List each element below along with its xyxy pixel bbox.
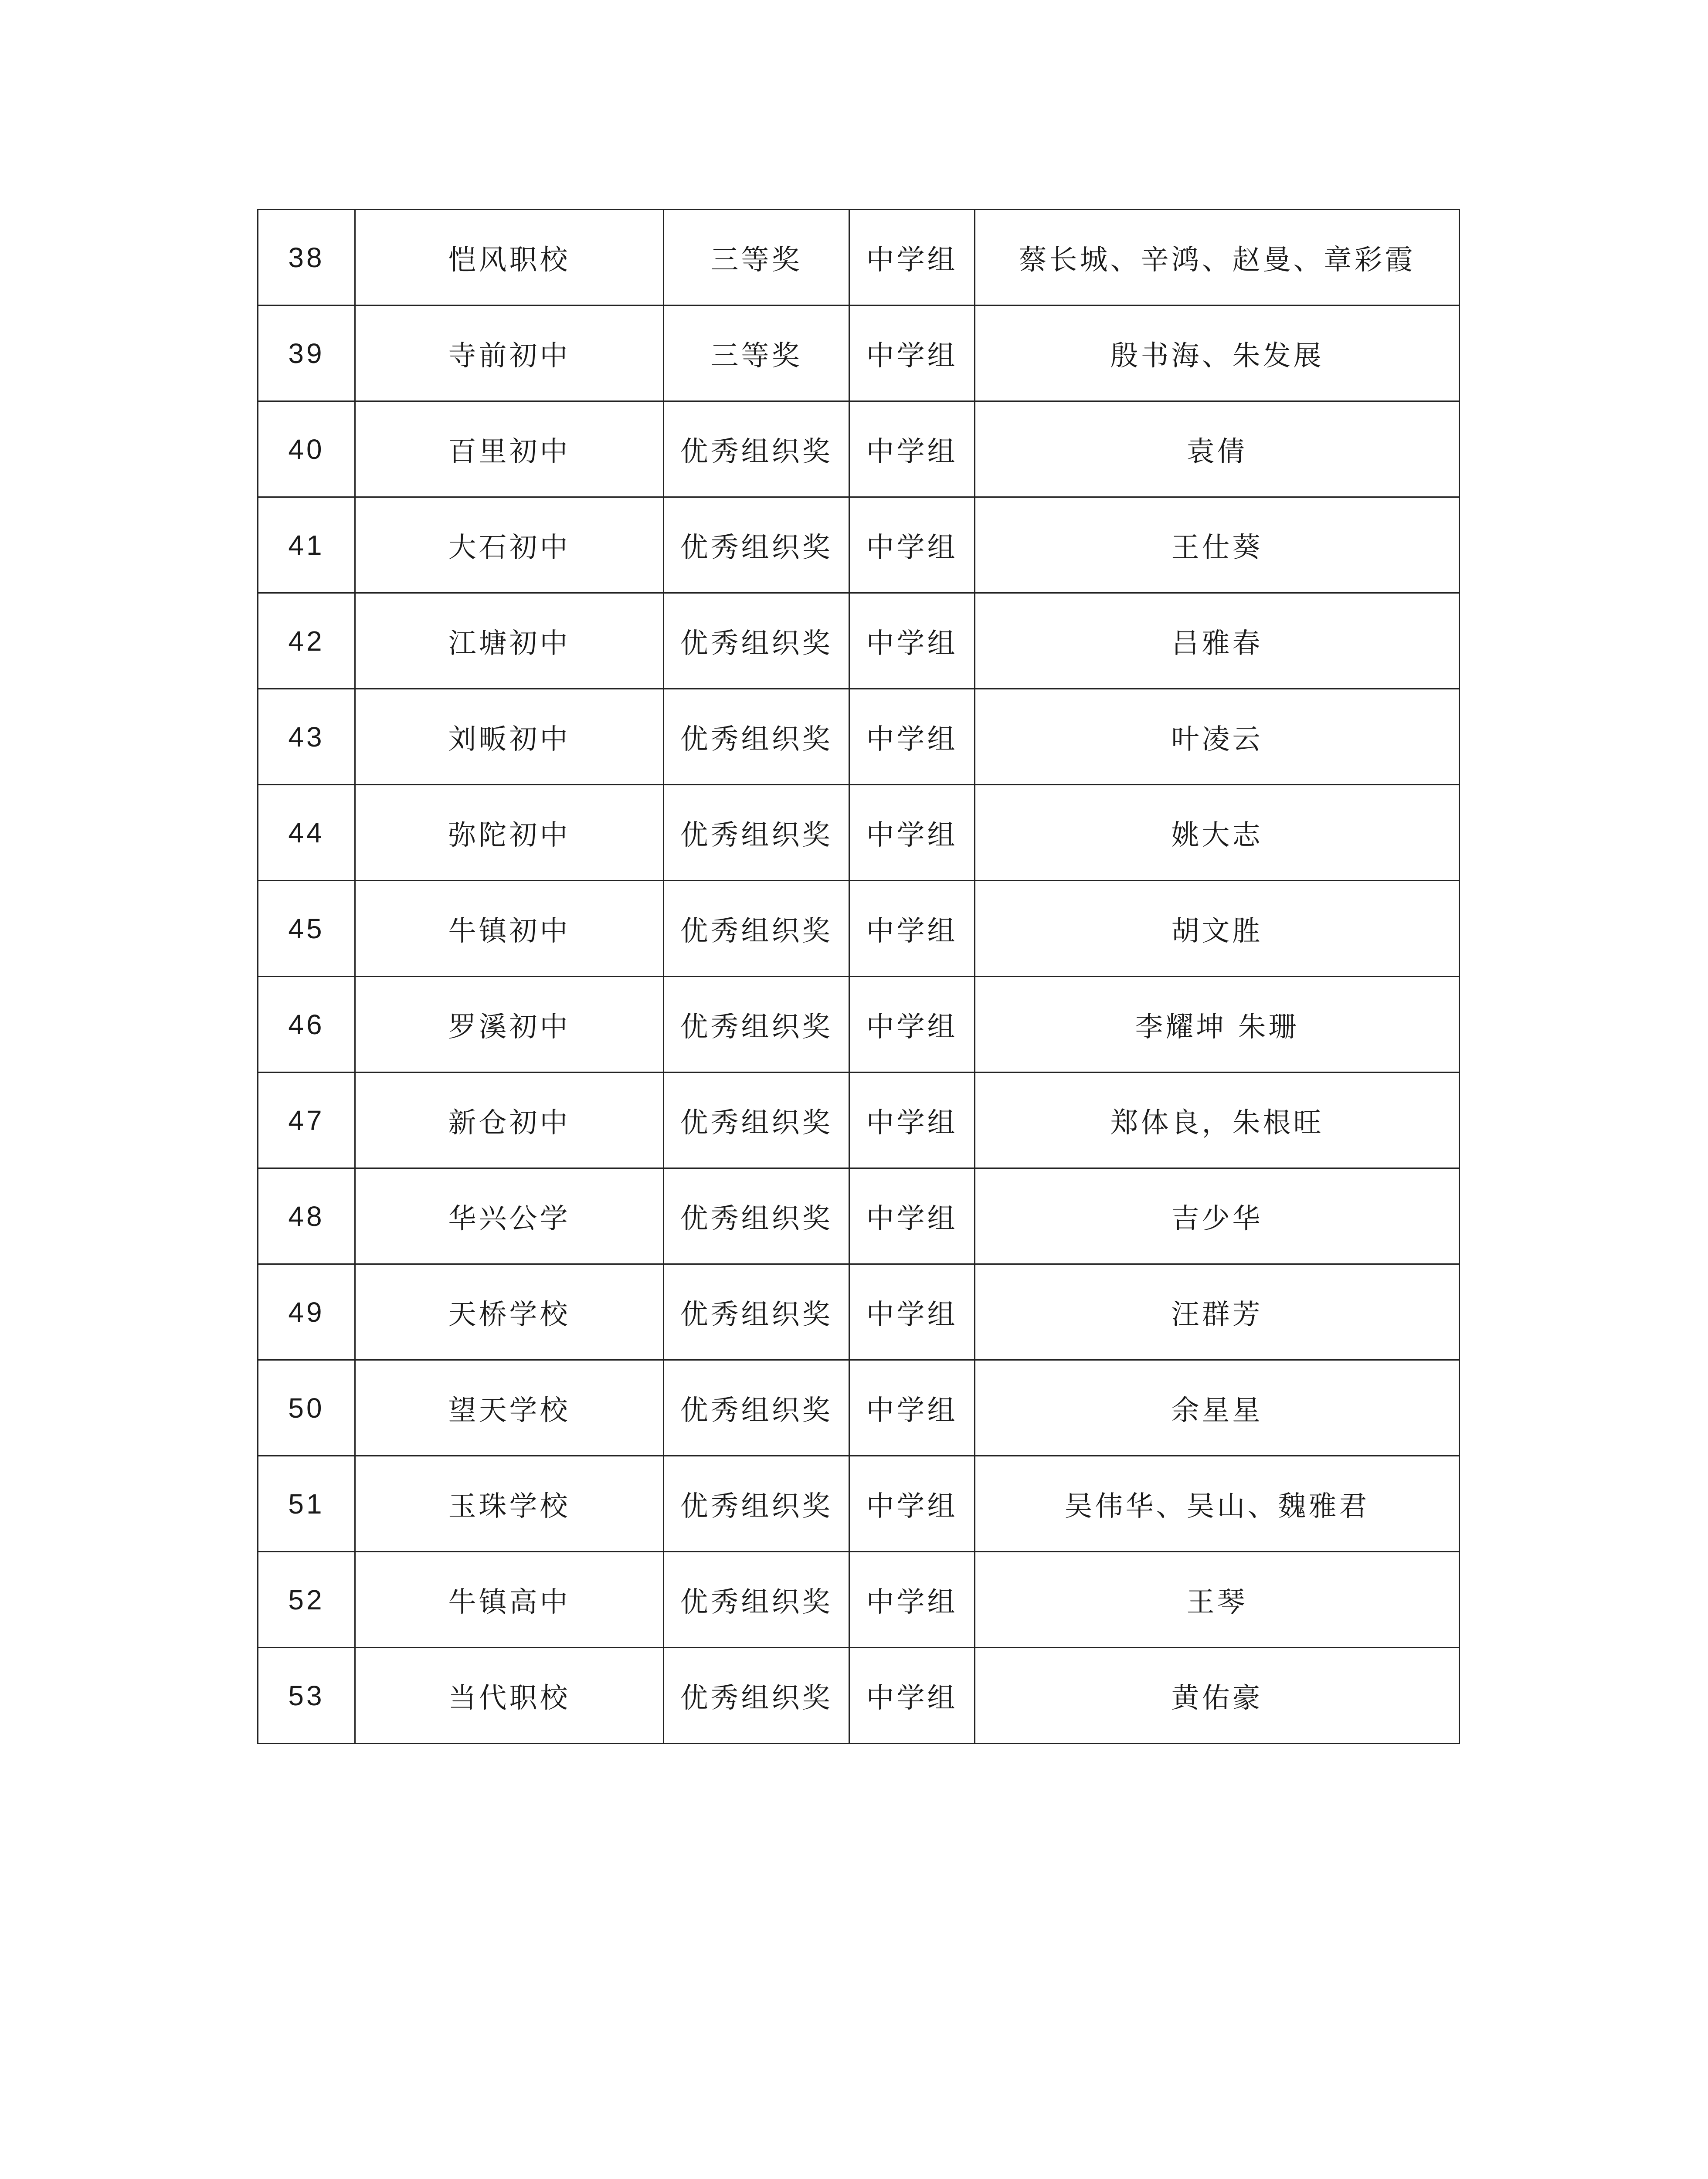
table-row: [258, 1552, 1460, 1648]
school-name-cell: 江塘初中: [355, 593, 664, 689]
table-row: [258, 593, 1460, 689]
table-row: [258, 689, 1460, 785]
teachers-cell: 郑体良，朱根旺: [975, 1073, 1460, 1168]
row-number-cell: 50: [258, 1360, 355, 1456]
school-name-cell: 弥陀初中: [355, 785, 664, 881]
award-level-cell: 优秀组织奖: [664, 1168, 849, 1264]
award-table: [257, 209, 1460, 1744]
teachers-cell: 王仕葵: [975, 497, 1460, 593]
group-cell: 中学组: [849, 881, 975, 977]
award-level-cell: 优秀组织奖: [664, 1552, 849, 1648]
row-number-cell: 46: [258, 977, 355, 1073]
row-number-cell: 44: [258, 785, 355, 881]
award-level-cell: 优秀组织奖: [664, 977, 849, 1073]
award-level-cell: 优秀组织奖: [664, 785, 849, 881]
row-number-cell: 49: [258, 1264, 355, 1360]
teachers-cell: 蔡长城、辛鸿、赵曼、章彩霞: [975, 210, 1460, 305]
row-number-cell: 48: [258, 1168, 355, 1264]
table-row: [258, 305, 1460, 401]
group-cell: 中学组: [849, 305, 975, 401]
row-number-cell: 53: [258, 1648, 355, 1744]
award-level-cell: 优秀组织奖: [664, 1264, 849, 1360]
award-level-cell: 优秀组织奖: [664, 593, 849, 689]
group-cell: 中学组: [849, 689, 975, 785]
teachers-cell: 王琴: [975, 1552, 1460, 1648]
school-name-cell: 玉珠学校: [355, 1456, 664, 1552]
row-number-cell: 47: [258, 1073, 355, 1168]
group-cell: 中学组: [849, 1552, 975, 1648]
school-name-cell: 天桥学校: [355, 1264, 664, 1360]
row-number-cell: 45: [258, 881, 355, 977]
award-level-cell: 三等奖: [664, 210, 849, 305]
group-cell: 中学组: [849, 1264, 975, 1360]
school-name-cell: 当代职校: [355, 1648, 664, 1744]
teachers-cell: 胡文胜: [975, 881, 1460, 977]
teachers-cell: 黄佑豪: [975, 1648, 1460, 1744]
table-row: [258, 497, 1460, 593]
school-name-cell: 牛镇高中: [355, 1552, 664, 1648]
table-row: [258, 785, 1460, 881]
teachers-cell: 吴伟华、吴山、魏雅君: [975, 1456, 1460, 1552]
row-number-cell: 40: [258, 401, 355, 497]
row-number-cell: 42: [258, 593, 355, 689]
group-cell: 中学组: [849, 1168, 975, 1264]
group-cell: 中学组: [849, 1648, 975, 1744]
award-level-cell: 优秀组织奖: [664, 689, 849, 785]
award-level-cell: 优秀组织奖: [664, 881, 849, 977]
group-cell: 中学组: [849, 593, 975, 689]
teachers-cell: 吉少华: [975, 1168, 1460, 1264]
teachers-cell: 袁倩: [975, 401, 1460, 497]
table-row: [258, 1168, 1460, 1264]
school-name-cell: 百里初中: [355, 401, 664, 497]
teachers-cell: 汪群芳: [975, 1264, 1460, 1360]
table-row: [258, 210, 1460, 305]
table-row: [258, 1360, 1460, 1456]
school-name-cell: 罗溪初中: [355, 977, 664, 1073]
award-level-cell: 优秀组织奖: [664, 1073, 849, 1168]
school-name-cell: 牛镇初中: [355, 881, 664, 977]
award-level-cell: 优秀组织奖: [664, 1456, 849, 1552]
award-level-cell: 优秀组织奖: [664, 1360, 849, 1456]
table-row: [258, 977, 1460, 1073]
table-row: [258, 1264, 1460, 1360]
row-number-cell: 39: [258, 305, 355, 401]
teachers-cell: 殷书海、朱发展: [975, 305, 1460, 401]
row-number-cell: 41: [258, 497, 355, 593]
table-row: [258, 401, 1460, 497]
school-name-cell: 大石初中: [355, 497, 664, 593]
award-table-body: [258, 210, 1460, 1744]
group-cell: 中学组: [849, 210, 975, 305]
school-name-cell: 新仓初中: [355, 1073, 664, 1168]
school-name-cell: 恺风职校: [355, 210, 664, 305]
group-cell: 中学组: [849, 401, 975, 497]
school-name-cell: 寺前初中: [355, 305, 664, 401]
group-cell: 中学组: [849, 1456, 975, 1552]
school-name-cell: 刘畈初中: [355, 689, 664, 785]
teachers-cell: 吕雅春: [975, 593, 1460, 689]
award-level-cell: 三等奖: [664, 305, 849, 401]
group-cell: 中学组: [849, 785, 975, 881]
row-number-cell: 43: [258, 689, 355, 785]
group-cell: 中学组: [849, 977, 975, 1073]
table-row: [258, 1648, 1460, 1744]
award-level-cell: 优秀组织奖: [664, 1648, 849, 1744]
teachers-cell: 余星星: [975, 1360, 1460, 1456]
group-cell: 中学组: [849, 1073, 975, 1168]
award-level-cell: 优秀组织奖: [664, 401, 849, 497]
group-cell: 中学组: [849, 1360, 975, 1456]
group-cell: 中学组: [849, 497, 975, 593]
award-level-cell: 优秀组织奖: [664, 497, 849, 593]
teachers-cell: 叶凌云: [975, 689, 1460, 785]
table-row: [258, 881, 1460, 977]
teachers-cell: 姚大志: [975, 785, 1460, 881]
row-number-cell: 52: [258, 1552, 355, 1648]
school-name-cell: 望天学校: [355, 1360, 664, 1456]
teachers-cell: 李耀坤 朱珊: [975, 977, 1460, 1073]
table-row: [258, 1073, 1460, 1168]
row-number-cell: 51: [258, 1456, 355, 1552]
table-row: [258, 1456, 1460, 1552]
row-number-cell: 38: [258, 210, 355, 305]
school-name-cell: 华兴公学: [355, 1168, 664, 1264]
